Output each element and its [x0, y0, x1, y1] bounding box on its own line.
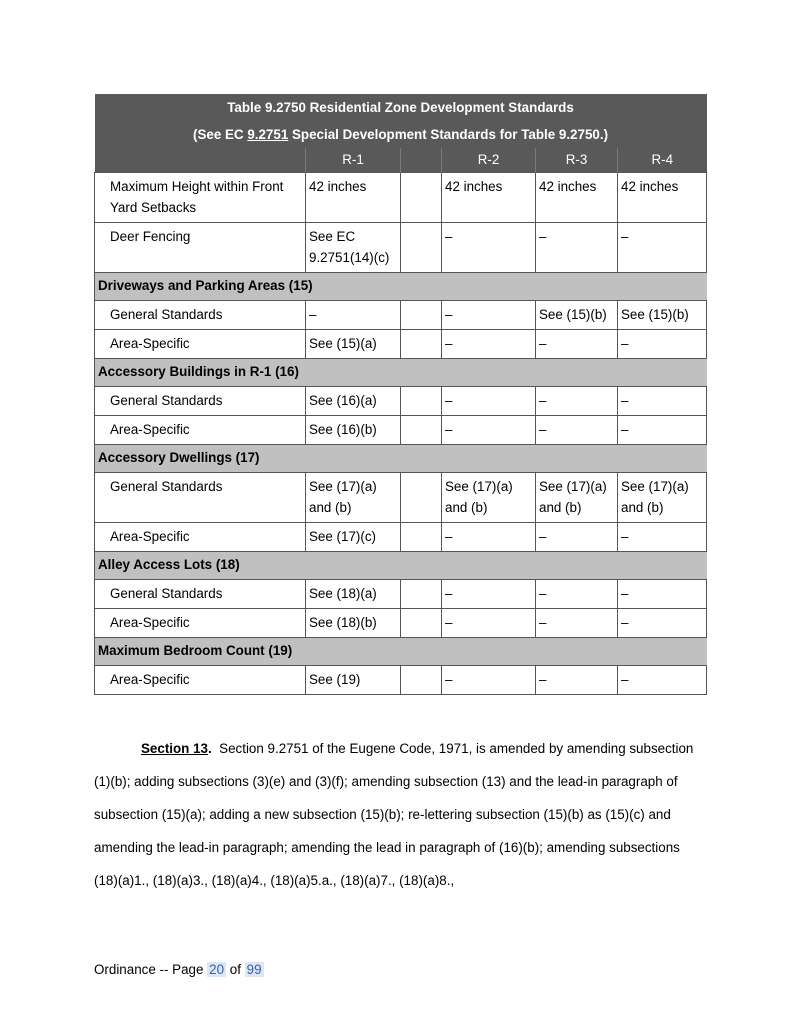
column-header-row: [95, 148, 707, 173]
table-title: Table 9.2750 Residential Zone Development Standards: [95, 94, 707, 121]
table-row: [95, 523, 707, 552]
table-cell: –: [536, 609, 618, 638]
section-header: Maximum Bedroom Count (19): [95, 638, 707, 666]
table-cell: See (17)(a) and (b): [306, 473, 401, 523]
development-standards-table: [94, 94, 707, 695]
row-label: Area-Specific: [95, 609, 306, 638]
header-r1: R-1: [306, 148, 401, 173]
table-cell: –: [618, 223, 707, 273]
table-cell: –: [618, 523, 707, 552]
section-header-row: [95, 273, 707, 301]
table-cell: See (18)(b): [306, 609, 401, 638]
table-cell: –: [442, 416, 536, 445]
table-cell: –: [618, 416, 707, 445]
table-cell: [401, 301, 442, 330]
table-cell: [401, 580, 442, 609]
table-cell: –: [536, 387, 618, 416]
page-total: 99: [246, 962, 262, 977]
row-label: Area-Specific: [95, 523, 306, 552]
table-cell: –: [442, 523, 536, 552]
table-cell: –: [618, 609, 707, 638]
table-row: [95, 666, 707, 695]
section-header: Accessory Buildings in R-1 (16): [95, 359, 707, 387]
table-cell: See (16)(b): [306, 416, 401, 445]
table-cell: 42 inches: [536, 173, 618, 223]
row-label: General Standards: [95, 387, 306, 416]
table-cell: [401, 173, 442, 223]
table-cell: –: [442, 223, 536, 273]
table-cell: See (19): [306, 666, 401, 695]
section-header-row: [95, 552, 707, 580]
table-cell: –: [442, 580, 536, 609]
table-cell: –: [306, 301, 401, 330]
section-header-row: [95, 359, 707, 387]
table-cell: [401, 473, 442, 523]
ec-9-2751-link[interactable]: 9.2751: [247, 127, 289, 142]
table-cell: [401, 387, 442, 416]
table-cell: –: [536, 580, 618, 609]
section-header: Alley Access Lots (18): [95, 552, 707, 580]
table-cell: See (17)(a) and (b): [618, 473, 707, 523]
section-header-row: [95, 638, 707, 666]
header-blank: [95, 148, 306, 173]
row-label: Area-Specific: [95, 666, 306, 695]
footer-of: of: [226, 962, 245, 977]
table-cell: –: [618, 387, 707, 416]
section-header: Driveways and Parking Areas (15): [95, 273, 707, 301]
row-label: General Standards: [95, 580, 306, 609]
header-r2: R-2: [442, 148, 536, 173]
footer-prefix: Ordinance -- Page: [94, 962, 208, 977]
subtitle-suffix: Special Development Standards for Table 9.2750.): [288, 127, 609, 142]
row-label: General Standards: [95, 301, 306, 330]
table-row: [95, 416, 707, 445]
table-cell: [401, 666, 442, 695]
header-r4: R-4: [618, 148, 707, 173]
table-cell: See (18)(a): [306, 580, 401, 609]
table-cell: [401, 223, 442, 273]
table-cell: See (16)(a): [306, 387, 401, 416]
table-cell: –: [618, 330, 707, 359]
row-label: Area-Specific: [95, 416, 306, 445]
table-cell: 42 inches: [442, 173, 536, 223]
table-cell: See (15)(b): [536, 301, 618, 330]
table-row: [95, 580, 707, 609]
table-cell: –: [536, 666, 618, 695]
table-row: [95, 223, 707, 273]
header-blank-2: [401, 148, 442, 173]
table-cell: See (15)(a): [306, 330, 401, 359]
page-number: 20: [209, 962, 225, 977]
section-13-paragraph: [94, 732, 706, 897]
table-cell: 42 inches: [618, 173, 707, 223]
table-title-row: [95, 94, 707, 121]
table-row: [95, 173, 707, 223]
row-label: Maximum Height within Front Yard Setbacks: [95, 173, 306, 223]
section-13-text: Section 9.2751 of the Eugene Code, 1971, is amended by amending subsection (1)(b); adding subsections (3)(e) and (3)(f); amending subsection (13) and the lead-in paragraph of subsection (15)(a); adding a new subsection (15)(b); re-lettering subsection (15)(b) as (15)(c) and amending the lead-in paragraph; amending the lead in paragraph of (16)(b); amending subsections (18)(a)1., (18)(a)3., (18)(a)4., (18)(a)5.a., (18)(a)7., (18)(a)8.,: [94, 741, 698, 888]
row-label: Deer Fencing: [95, 223, 306, 273]
table-cell: –: [442, 330, 536, 359]
table-cell: –: [442, 387, 536, 416]
table-cell: See (17)(a) and (b): [442, 473, 536, 523]
table-cell: 42 inches: [306, 173, 401, 223]
section-header-row: [95, 445, 707, 473]
table-cell: See EC 9.2751(14)(c): [306, 223, 401, 273]
table-cell: –: [442, 301, 536, 330]
table-subtitle: [95, 121, 707, 148]
table-cell: –: [536, 416, 618, 445]
table-cell: –: [442, 609, 536, 638]
table-cell: See (15)(b): [618, 301, 707, 330]
row-label: General Standards: [95, 473, 306, 523]
table-cell: –: [442, 666, 536, 695]
header-r3: R-3: [536, 148, 618, 173]
table-cell: –: [536, 523, 618, 552]
table-cell: –: [536, 223, 618, 273]
page-footer: [94, 962, 264, 977]
table-subtitle-row: [95, 121, 707, 148]
section-13-period: .: [207, 741, 212, 756]
subtitle-prefix: (See EC: [192, 127, 248, 142]
row-label: Area-Specific: [95, 330, 306, 359]
table-row: [95, 301, 707, 330]
table-row: [95, 387, 707, 416]
table-row: [95, 609, 707, 638]
section-13-heading: Section 13: [141, 741, 208, 756]
table-cell: [401, 609, 442, 638]
table-cell: –: [536, 330, 618, 359]
section-header: Accessory Dwellings (17): [95, 445, 707, 473]
table-row: [95, 330, 707, 359]
table-cell: See (17)(c): [306, 523, 401, 552]
table-cell: See (17)(a) and (b): [536, 473, 618, 523]
table-cell: [401, 330, 442, 359]
table-cell: [401, 523, 442, 552]
table-cell: –: [618, 666, 707, 695]
table-cell: –: [618, 580, 707, 609]
table-cell: [401, 416, 442, 445]
table-row: [95, 473, 707, 523]
